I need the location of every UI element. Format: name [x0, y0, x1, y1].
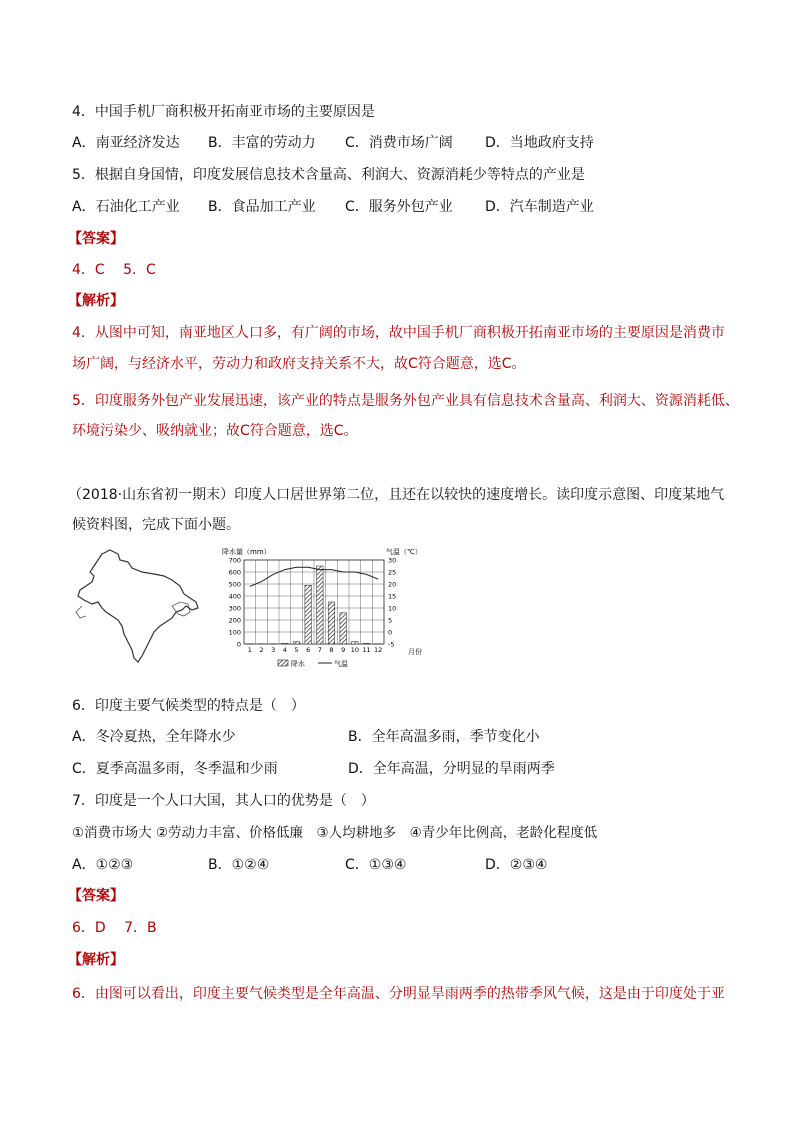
x-tick-label: 1 [247, 646, 252, 654]
precip-bar [317, 566, 324, 644]
y-right-tick-label: 30 [388, 556, 397, 565]
answer-text: 4．C 5．C [72, 262, 156, 278]
answer-heading: 【答案】 [68, 231, 124, 247]
q6-option-b: B．全年高温多雨，季节变化小 [348, 729, 540, 745]
y-right-tick-label: 20 [388, 580, 397, 589]
x-tick-label: 7 [317, 646, 322, 654]
x-tick-label: 8 [329, 646, 334, 654]
analysis-line: 环境污染少、吸纳就业；故C符合题意，选C。 [72, 423, 358, 439]
precip-bar [363, 643, 370, 644]
x-tick-label: 5 [294, 646, 299, 654]
precip-bar [340, 613, 347, 644]
q5-option-b: B．食品加工产业 [208, 199, 316, 215]
answer-heading: 【答案】 [68, 888, 124, 904]
q5-option-c: C．服务外包产业 [345, 199, 453, 215]
precip-bar [328, 602, 335, 644]
y-left-tick-label: 400 [228, 592, 241, 601]
precip-bar [293, 642, 300, 644]
x-tick-label: 6 [306, 646, 311, 654]
y-left-label: 降水量（mm） [222, 548, 271, 556]
q7-stem: 7．印度是一个人口大国，其人口的优势是（ ） [72, 793, 375, 809]
q4-option-a: A．南亚经济发达 [72, 135, 180, 151]
y-left-tick-label: 200 [228, 616, 241, 625]
q5-option-a: A．石油化工产业 [72, 199, 180, 215]
x-tick-label: 2 [259, 646, 264, 654]
q4-stem: 4．中国手机厂商积极开拓南亚市场的主要原因是 [72, 104, 375, 120]
precip-bar [352, 642, 359, 644]
precip-bar [282, 643, 289, 644]
q7-option-d: D．②③④ [485, 857, 548, 873]
analysis-line: 5．印度服务外包产业发展迅速，该产业的特点是服务外包产业具有信息技术含量高、利润大、资源消耗低、 [72, 393, 739, 409]
x-unit-label: 月份 [408, 648, 422, 656]
y-left-tick-label: 100 [228, 628, 241, 637]
y-left-tick-label: 500 [228, 580, 241, 589]
q7-option-c: C．①③④ [345, 857, 407, 873]
analysis-heading: 【解析】 [68, 293, 124, 309]
analysis-heading: 【解析】 [68, 952, 124, 968]
q7-statements: ①消费市场大 ②劳动力丰富、价格低廉 ③人均耕地多 ④青少年比例高，老龄化程度低 [72, 825, 598, 841]
legend-swatch-precip [278, 660, 288, 666]
y-right-tick-label: -5 [388, 640, 395, 649]
y-left-tick-label: 600 [228, 568, 241, 577]
y-right-tick-label: 15 [388, 592, 397, 601]
x-tick-label: 3 [271, 646, 276, 654]
answer-text: 6．D 7．B [72, 920, 157, 936]
q7-option-a: A．①②③ [72, 857, 134, 873]
y-right-tick-label: 10 [388, 604, 397, 613]
q4-option-b: B．丰富的劳动力 [208, 135, 316, 151]
precip-bar [305, 585, 312, 644]
intro-line: 候资料图，完成下面小题。 [72, 517, 240, 533]
y-right-tick-label: 25 [388, 568, 397, 577]
climate-chart [218, 546, 438, 670]
x-tick-label: 11 [362, 646, 371, 654]
x-tick-label: 10 [350, 646, 359, 654]
y-left-tick-label: 700 [228, 556, 241, 565]
analysis-line: 6．由图可以看出，印度主要气候类型是全年高温、分明显旱雨两季的热带季风气候，这是由于印度处于亚 [72, 986, 725, 1002]
x-tick-label: 12 [374, 646, 383, 654]
q4-option-d: D．当地政府支持 [485, 135, 594, 151]
q7-option-b: B．①②④ [208, 857, 270, 873]
y-right-tick-label: 5 [388, 616, 393, 625]
intro-line: （2018·山东省初一期末）印度人口居世界第二位，且还在以较快的速度增长。读印度示意图、印度某地气 [68, 487, 725, 503]
q5-option-d: D．汽车制造产业 [485, 199, 594, 215]
legend-precip-label: 降水 [291, 660, 305, 668]
q6-option-c: C．夏季高温多雨，冬季温和少雨 [72, 761, 278, 777]
x-tick-label: 4 [282, 646, 287, 654]
q4-option-c: C．消费市场广阔 [345, 135, 453, 151]
y-left-tick-label: 300 [228, 604, 241, 613]
figure-group [72, 546, 422, 670]
q6-stem: 6．印度主要气候类型的特点是（ ） [72, 698, 305, 714]
x-tick-label: 9 [341, 646, 346, 654]
y-right-label: 气温（℃） [386, 548, 422, 556]
q5-stem: 5．根据自身国情，印度发展信息技术含量高、利润大、资源消耗少等特点的产业是 [72, 167, 585, 183]
analysis-line: 场广阔，与经济水平，劳动力和政府支持关系不大，故C符合题意，选C。 [72, 356, 526, 372]
y-left-tick-label: 0 [236, 640, 241, 649]
legend-temp-label: 气温 [334, 660, 348, 668]
q6-option-d: D．全年高温，分明显的旱雨两季 [348, 761, 555, 777]
q6-option-a: A．冬冷夏热，全年降水少 [72, 729, 236, 745]
y-right-tick-label: 0 [388, 628, 393, 637]
analysis-line: 4．从图中可知，南亚地区人口多，有广阔的市场，故中国手机厂商积极开拓南亚市场的主要原因是消费市 [72, 325, 725, 341]
